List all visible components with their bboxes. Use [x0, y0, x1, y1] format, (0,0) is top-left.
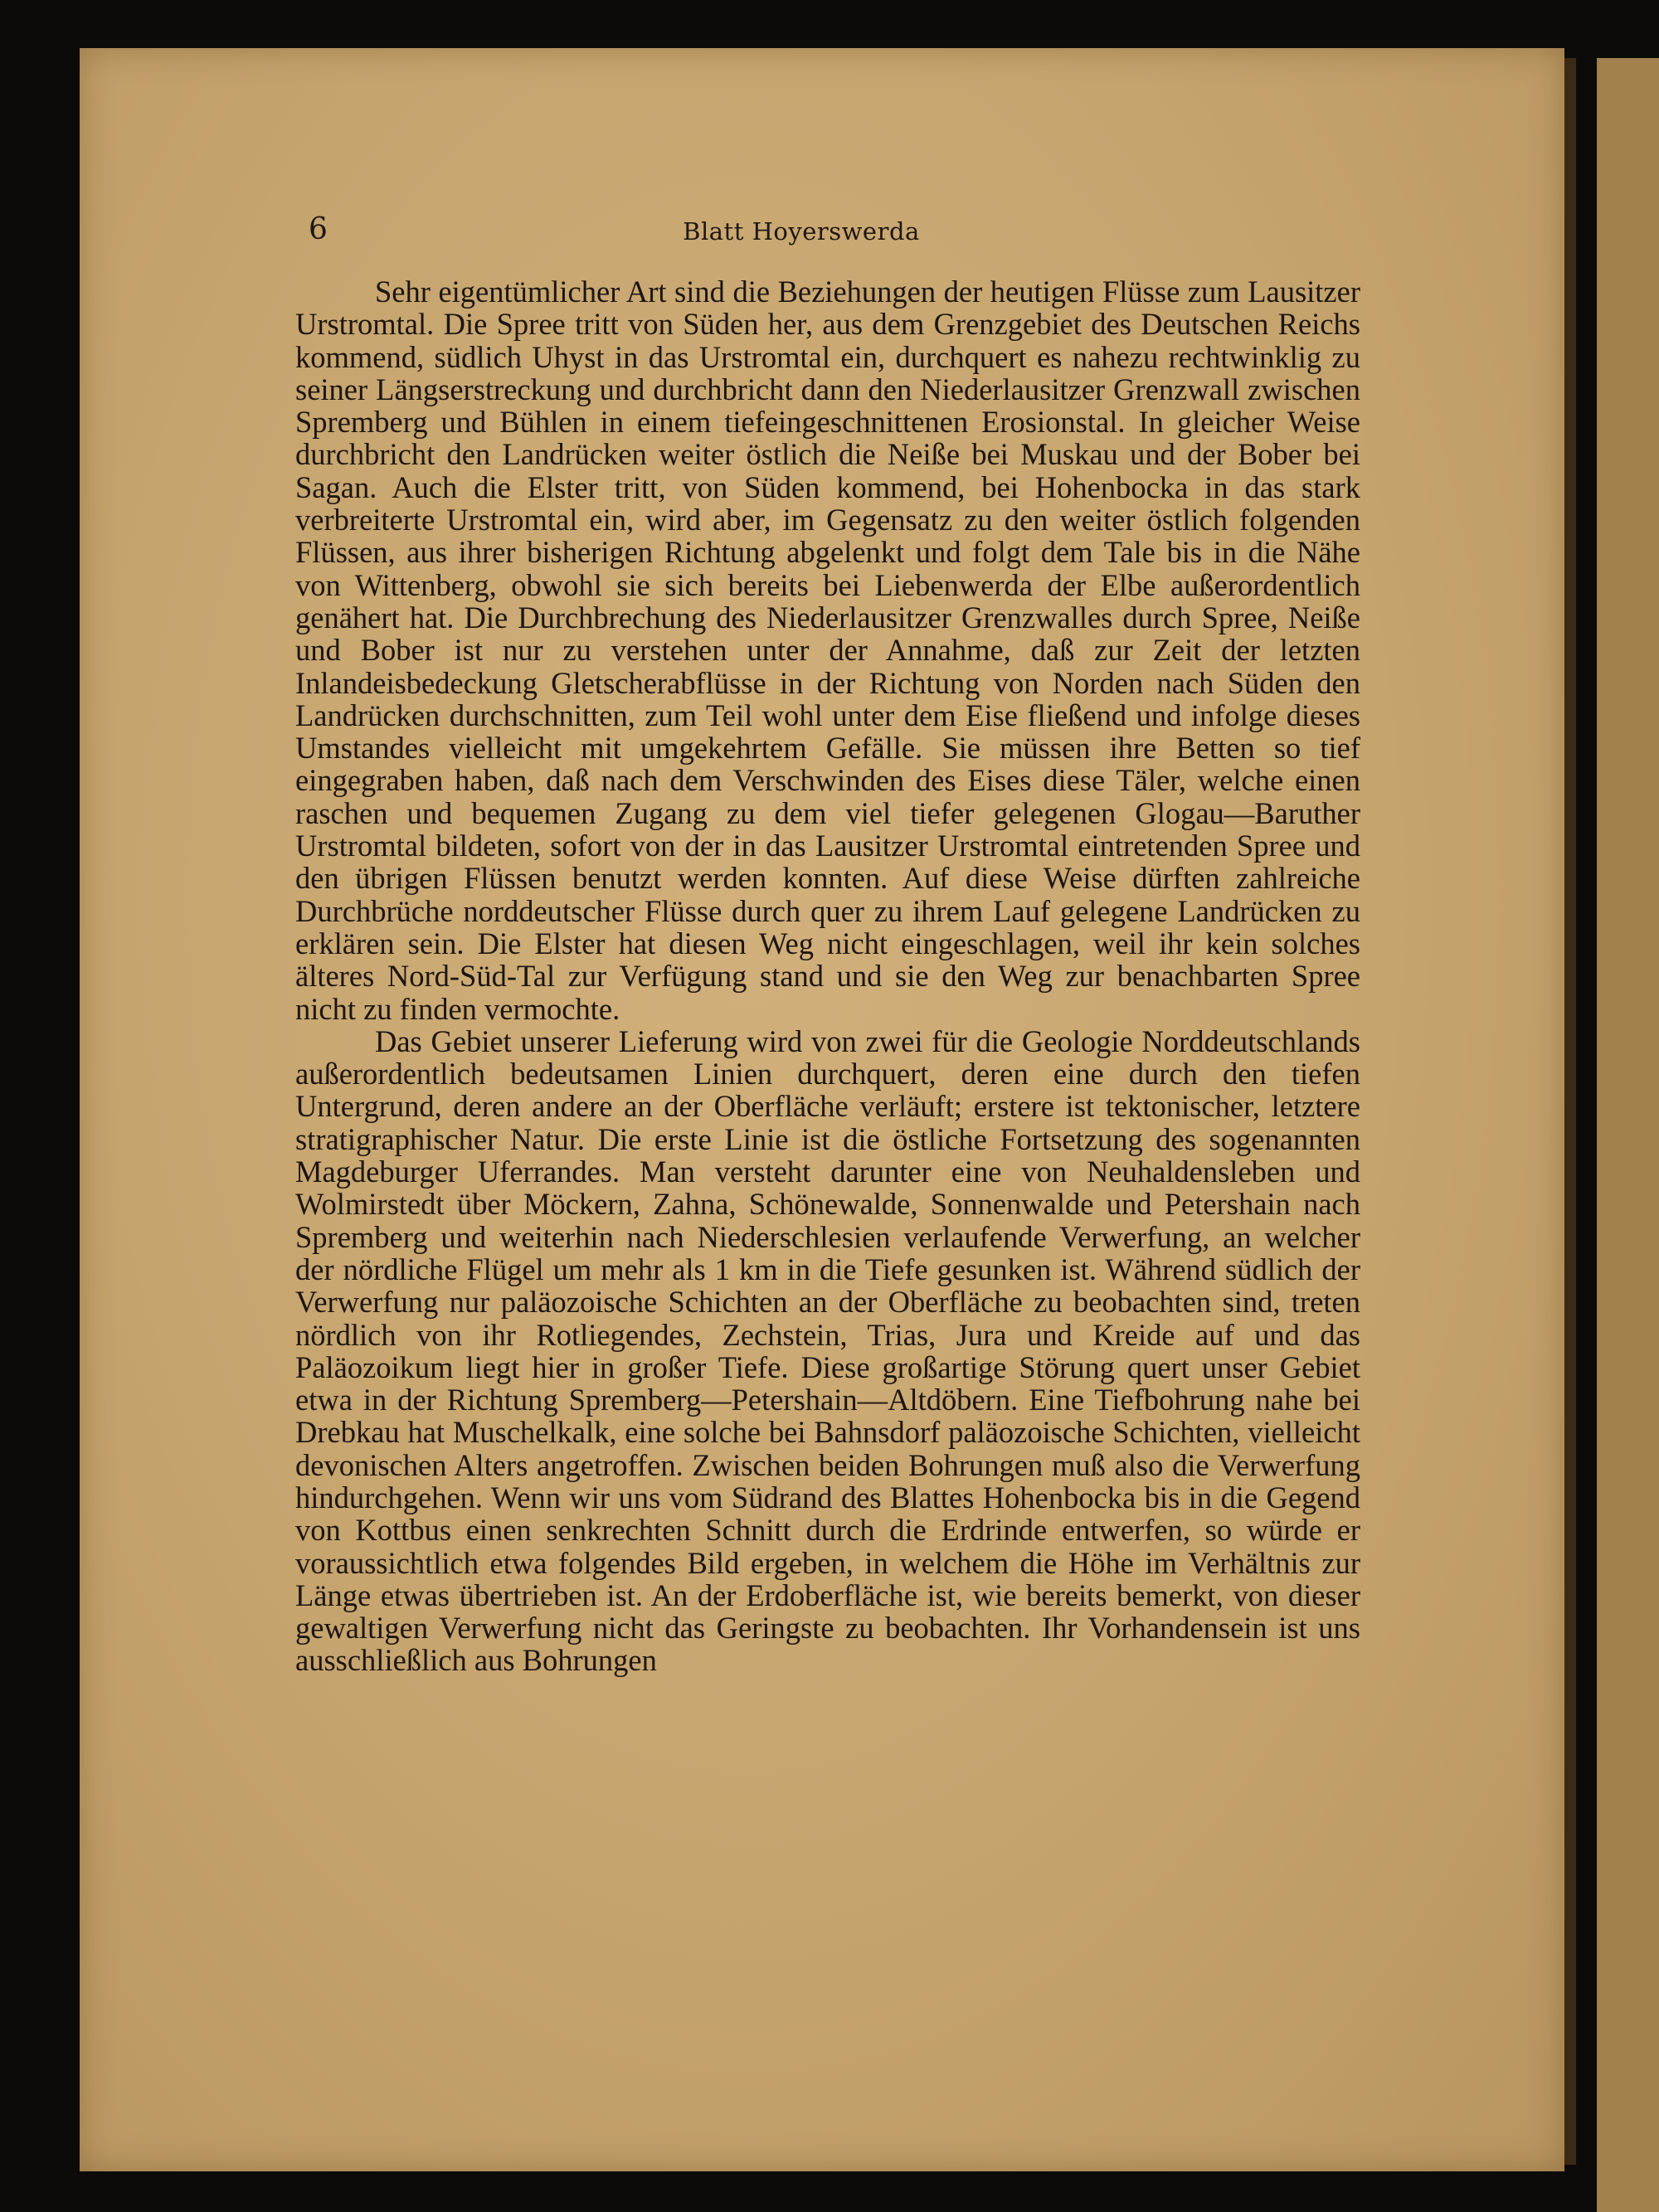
- running-title: Blatt Hoyerswerda: [683, 217, 920, 246]
- paragraph: Sehr eigentümlicher Art sind die Beziehungen der heutigen Flüsse zum Lausitzer Urstromtal. Die Spree tritt von Süden her, aus dem Grenzgebiet des Deutschen Reichs kommend, südlich Uhyst in das Urstromtal ein, durchquert es nahezu rechtwinklig zu seiner Längserstreckung und durchbricht dann den Niederlausitzer Grenzwall zwischen Spremberg und Bühlen in einem tiefeingeschnittenen Erosionstal. In gleicher Weise durchbricht den Landrücken weiter östlich die Neiße bei Muskau und der Bober bei Sagan. Auch die Elster tritt, von Süden kommend, bei Hohenbocka in das stark verbreiterte Urstromtal ein, wird aber, im Gegensatz zu den weiter östlich folgenden Flüssen, aus ihrer bisherigen Richtung abgelenkt und folgt dem Tale bis in die Nähe von Wittenberg, obwohl sie sich bereits bei Liebenwerda der Elbe außerordentlich genähert hat. Die Durchbrechung des Niederlausitzer Grenzwalles durch Spree, Neiße und Bober ist nur zu verstehen unter der Annahme, daß zur Zeit der letzten Inlandeisbedeckung Gletscherabflüsse in der Richtung von Norden nach Süden den Landrücken durchschnitten, zum Teil wohl unter dem Eise fließend und infolge dieses Umstandes vielleicht mit umgekehrtem Gefälle. Sie müssen ihre Betten so tief eingegraben haben, daß nach dem Verschwinden des Eises diese Täler, welche einen raschen und bequemen Zugang zu dem viel tiefer gelegenen Glogau—Baruther Urstromtal bildeten, sofort von der in das Lausitzer Urstromtal eintretenden Spree und den übrigen Flüssen benutzt werden konnten. Auf diese Weise dürften zahlreiche Durchbrüche norddeutscher Flüsse durch quer zu ihrem Lauf gelegene Landrücken zu erklären sein. Die Elster hat diesen Weg nicht eingeschlagen, weil ihr kein solches älteres Nord-Süd-Tal zur Verfügung stand und sie den Weg zur benachbarten Spree nicht zu finden vermochte.: [295, 275, 1360, 1026]
- page-number: 6: [309, 212, 328, 246]
- paragraph: Das Gebiet unserer Lieferung wird von zwei für die Geologie Norddeutschlands außerordentlich bedeutsamen Linien durchquert, deren eine durch den tiefen Untergrund, deren andere an der Oberfläche verläuft; erstere ist tektonischer, letztere stratigraphischer Natur. Die erste Linie ist die östliche Fortsetzung des sogenannten Magdeburger Uferrandes. Man versteht darunter eine von Neuhaldensleben und Wolmirstedt über Möckern, Zahna, Schönewalde, Sonnenwalde und Petershain nach Spremberg und weiterhin nach Niederschlesien verlaufende Verwerfung, an welcher der nördliche Flügel um mehr als 1 km in die Tiefe gesunken ist. Während südlich der Verwerfung nur paläozoische Schichten an der Oberfläche zu beobachten sind, treten nördlich von ihr Rotliegendes, Zechstein, Trias, Jura und Kreide auf und das Paläozoikum liegt hier in großer Tiefe. Diese großartige Störung quert unser Gebiet etwa in der Richtung Spremberg—Petershain—Altdöbern. Eine Tiefbohrung nahe bei Drebkau hat Muschelkalk, eine solche bei Bahnsdorf paläozoische Schichten, vielleicht devonischen Alters angetroffen. Zwischen beiden Bohrungen muß also die Verwerfung hindurchgehen. Wenn wir uns vom Südrand des Blattes Hohenbocka bis in die Gegend von Kottbus einen senkrechten Schnitt durch die Erdrinde entwerfen, so würde er voraussichtlich etwa folgendes Bild ergeben, in welchem die Höhe im Verhältnis zur Länge etwas übertrieben ist. An der Erdoberfläche ist, wie bereits bemerkt, von dieser gewaltigen Verwerfung nicht das Geringste zu beobachten. Ihr Vorhandensein ist uns ausschließlich aus Bohrungen: [295, 1023, 1360, 1678]
- running-head: [229, 207, 1374, 249]
- adjacent-page-edge: [1597, 58, 1659, 2212]
- page-gutter-shadow: [1564, 58, 1576, 2165]
- body-text: [295, 275, 1360, 1677]
